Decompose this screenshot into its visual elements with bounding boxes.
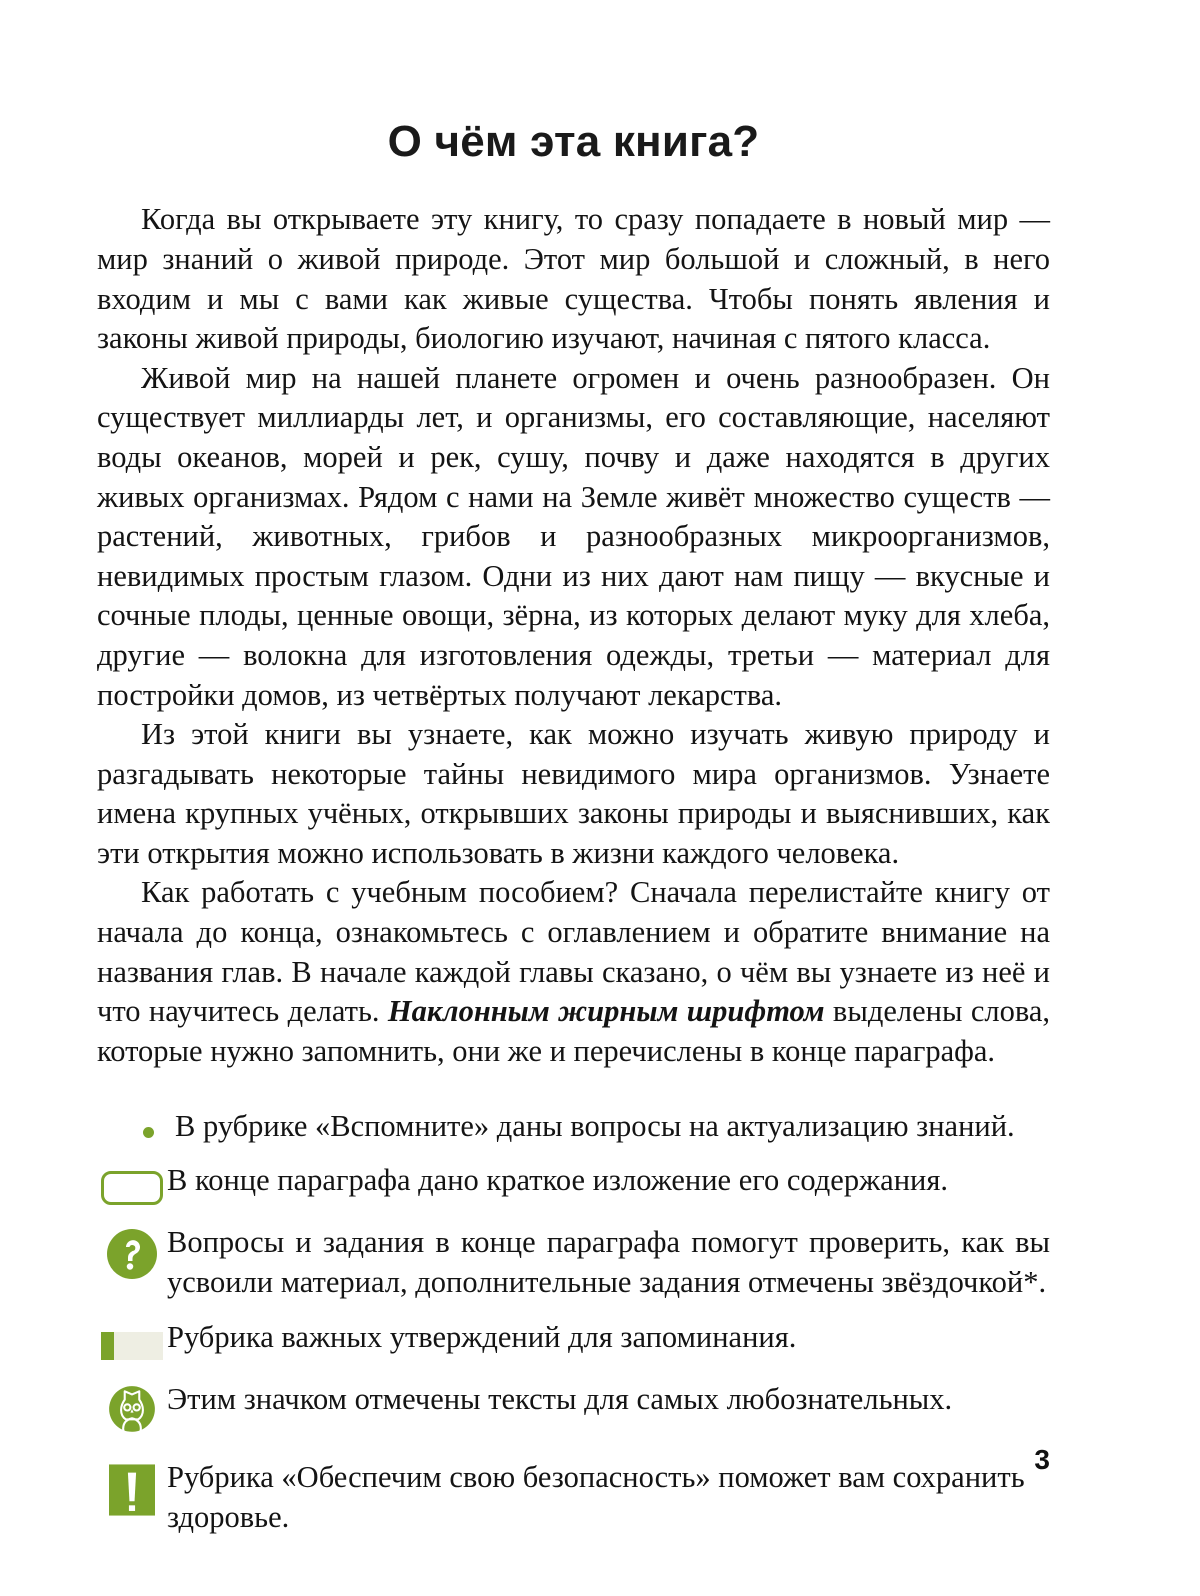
exclamation-square-icon (109, 1464, 155, 1516)
green-outline-pill-icon (101, 1171, 163, 1205)
owl-circle-icon (106, 1384, 158, 1436)
paragraph-4-text-before: Как работать с учебным пособием? Сначала перелистайте книгу от начала до конца, ознакомьтесь с оглавлением и обратите внимание на названия глав. В начале каждой главы сказано, о чём вы узнаете из неё и что научитесь делать. (97, 875, 1050, 1029)
green-bar-block-icon (101, 1332, 163, 1360)
legend-item-summary (97, 1161, 1050, 1205)
green-dot-bullet-icon (143, 1127, 154, 1138)
page-number: 3 (1034, 1444, 1050, 1475)
bar-accent (101, 1332, 114, 1360)
legend-list (97, 1107, 1050, 1537)
icon-cell (97, 1318, 167, 1360)
icon-cell (97, 1161, 167, 1205)
legend-item-label: Вопросы и задания в конце параграфа помогут проверить, как вы усвоили материал, дополнительные задания отмечены звёздочкой*. (167, 1225, 1050, 1299)
icon-cell (97, 1380, 167, 1436)
icon-cell (97, 1458, 167, 1516)
legend-item-label: Рубрика «Обеспечим свою безопасность» поможет вам сохранить здоровье. (167, 1460, 1025, 1534)
paragraph-3: Из этой книги вы узнаете, как можно изучать живую природу и разгадывать некоторые тайны невидимого мира организмов. Узнаете имена крупных учёных, открывших законы природы и выяснивших, как эти открытия можно использовать в жизни каждого человека. (97, 717, 1050, 870)
legend-item-label: В конце параграфа дано краткое изложение его содержания. (167, 1163, 948, 1198)
paragraph-2: Живой мир на нашей планете огромен и очень разнообразен. Он существует миллиарды лет, и организмы, его составляющие, населяют воды океанов, морей и рек, сушу, почву и даже находятся в других живых организмах. Рядом с нами на Земле живёт множество существ — растений, животных, грибов и разнообразных микроорганизмов, невидимых простым глазом. Одни из них дают нам пищу — вкусные и сочные плоды, ценные овощи, зёрна, из которых делают муку для хлеба, другие — волокна для изготовления одежды, третьи — материал для постройки домов, из четвёртых получают лекарства. (97, 360, 1050, 712)
page-content (97, 0, 1050, 1537)
legend-item-important (97, 1318, 1050, 1360)
emphasized-phrase: Наклонным жирным шрифтом (387, 994, 825, 1029)
legend-item-recall (97, 1107, 1050, 1147)
question-mark-circle-icon (107, 1229, 157, 1279)
icon-cell (97, 1107, 175, 1138)
bar-body (114, 1332, 163, 1360)
legend-item-questions (97, 1223, 1050, 1302)
page-title: О чём эта книга? (387, 117, 760, 166)
legend-item-label: В рубрике «Вспомните» даны вопросы на актуализацию знаний. (175, 1109, 1015, 1144)
paragraph-4 (97, 873, 1050, 1071)
paragraph-4-text-after: выделены слова, которые нужно запомнить, они же и перечислены в конце параграфа. (97, 994, 1050, 1068)
legend-item-curious (97, 1380, 1050, 1436)
legend-item-label: Этим значком отмечены тексты для самых любознательных. (167, 1382, 953, 1417)
paragraph-1: Когда вы открываете эту книгу, то сразу попадаете в новый мир — мир знаний о живой природе. Этот мир большой и сложный, в него входим и мы с вами как живые существа. Чтобы понять явления и законы живой природы, биологию изучают, начиная с пятого класса. (97, 202, 1050, 356)
icon-cell (97, 1223, 167, 1279)
body-text (97, 200, 1050, 1071)
legend-item-label: Рубрика важных утверждений для запоминания. (167, 1320, 797, 1355)
legend-item-safety (97, 1458, 1050, 1537)
